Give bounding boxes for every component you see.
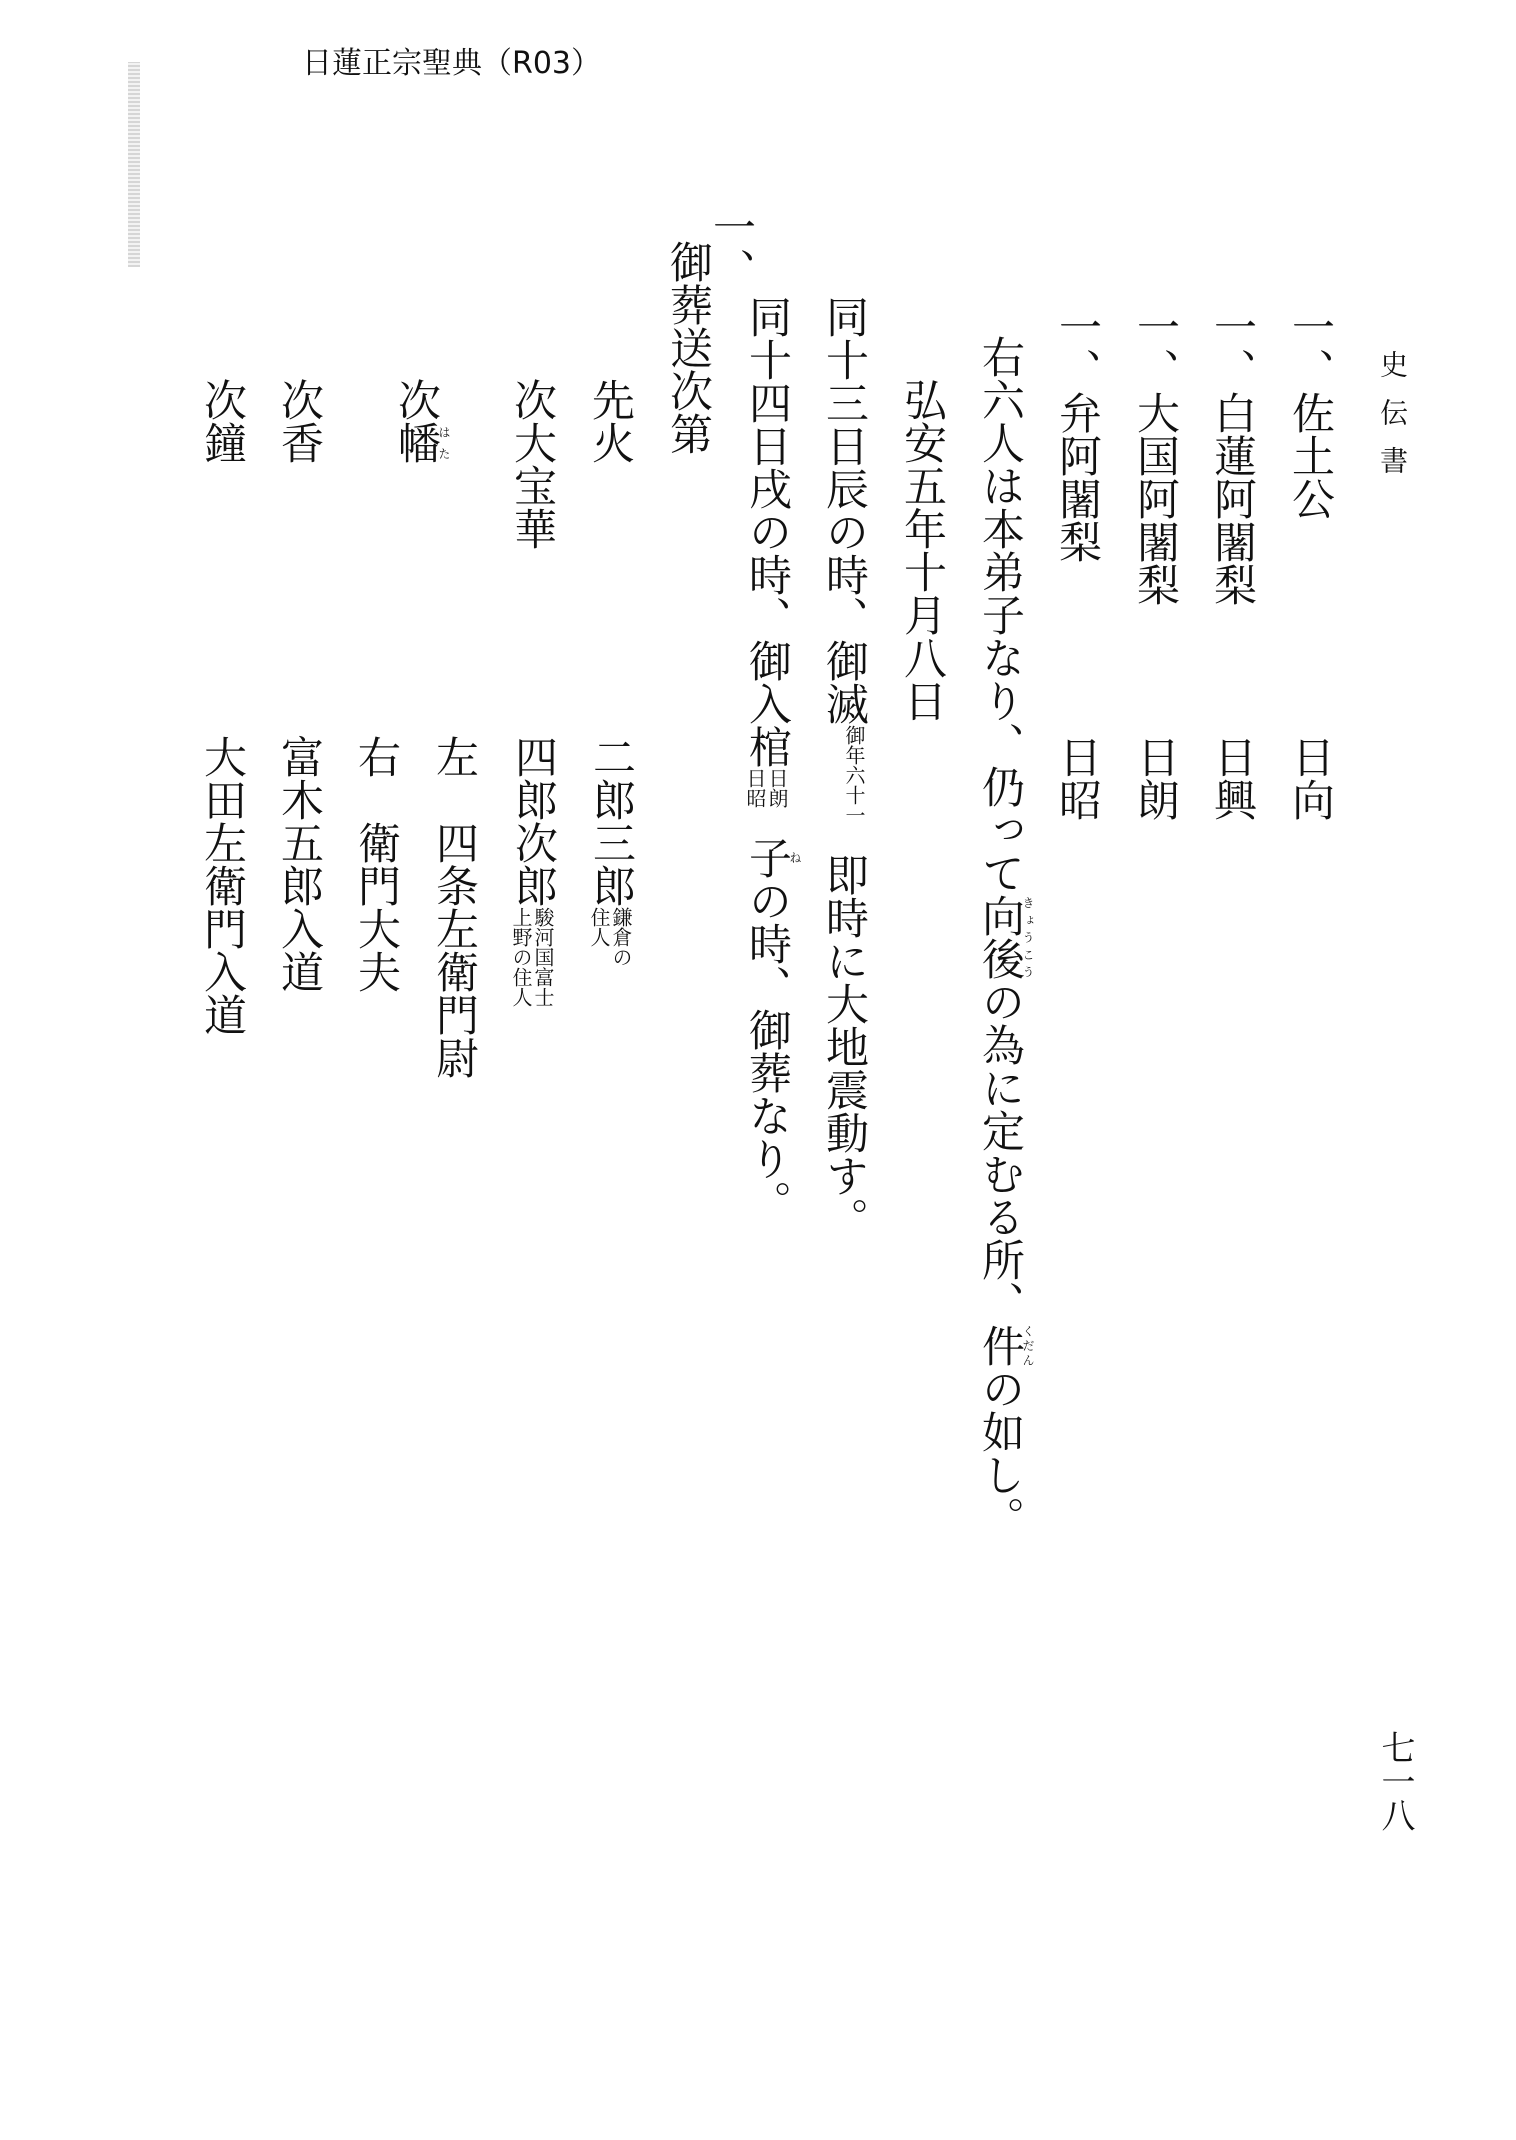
disciple-2 [1207, 305, 1257, 606]
ruby-hata: 幡はた [391, 421, 451, 464]
funeral-item-6-person: 大田左衛門入道 [197, 735, 247, 1036]
inline-note-residence: 駿河国富士 上野の住人 [509, 907, 555, 1007]
funeral-item-3-person: 左 四条左衛門尉 [429, 735, 479, 1079]
ruby-ne: 子ね [742, 836, 802, 879]
list-bullet: 一、 [1285, 305, 1335, 391]
disciple-title: 白蓮阿闍梨 [1207, 391, 1257, 606]
list-bullet: 一、 [1130, 305, 1180, 391]
book-header-title: 日蓮正宗聖典（R03） [302, 46, 602, 81]
funeral-heading [663, 205, 756, 455]
list-bullet: 一、 [1052, 305, 1102, 391]
list-bullet: 一、 [1207, 305, 1257, 391]
page-number: 七一八 [1375, 1730, 1415, 1832]
disciple-title: 大国阿闍梨 [1130, 391, 1180, 606]
funeral-item-1-role: 先火 [585, 378, 635, 464]
funeral-item-4-person: 右 衛門大夫 [351, 735, 401, 993]
disciple-4 [1052, 305, 1102, 563]
body-date: 弘安五年十月八日 [897, 378, 947, 722]
body-line-1: 右六人は本弟子なり、仍って向後きょうこうの為に定むる所、件くだんの如し。 [975, 335, 1035, 1539]
body-line-3: 同十三日辰の時、御滅御年六十一即時に大地震動す。 [819, 295, 869, 1240]
disciple-title: 弁阿闍梨 [1052, 391, 1102, 563]
funeral-item-2-person: 四郎次郎駿河国富士 上野の住人 [508, 735, 558, 1007]
disciple-4-person: 日昭 [1052, 735, 1102, 821]
ruby-kudan: 件くだん [975, 1324, 1035, 1367]
funeral-item-5-person: 富木五郎入道 [274, 735, 324, 993]
ruby-kyoukou: 向後きょうこう [975, 894, 1035, 980]
disciple-1-person: 日向 [1285, 735, 1335, 821]
disciple-title: 佐土公 [1285, 391, 1335, 520]
body-line-4: 同十四日戌の時、御入棺日朗 日昭子ねの時、御葬なり。 [742, 295, 802, 1223]
scan-artifact [128, 62, 140, 267]
funeral-item-4-role: 次幡はた [391, 378, 451, 464]
disciple-1 [1285, 305, 1335, 520]
funeral-title: 御葬送次第 [663, 240, 713, 455]
inline-note-age: 御年六十一 [842, 725, 866, 825]
funeral-item-1-person: 二郎三郎鎌倉の 住人 [586, 735, 636, 967]
section-label: 史伝書 [1376, 350, 1409, 494]
list-bullet: 一、 [706, 205, 756, 291]
disciple-2-person: 日興 [1207, 735, 1257, 821]
funeral-item-2-role: 次大宝華 [507, 378, 557, 550]
funeral-item-6-role: 次鐘 [197, 378, 247, 464]
inline-note-names: 日朗 日昭 [743, 768, 789, 808]
inline-note-residence: 鎌倉の 住人 [587, 907, 633, 967]
disciple-3-person: 日朗 [1130, 735, 1180, 821]
disciple-3 [1130, 305, 1180, 606]
funeral-item-5-role: 次香 [274, 378, 324, 464]
